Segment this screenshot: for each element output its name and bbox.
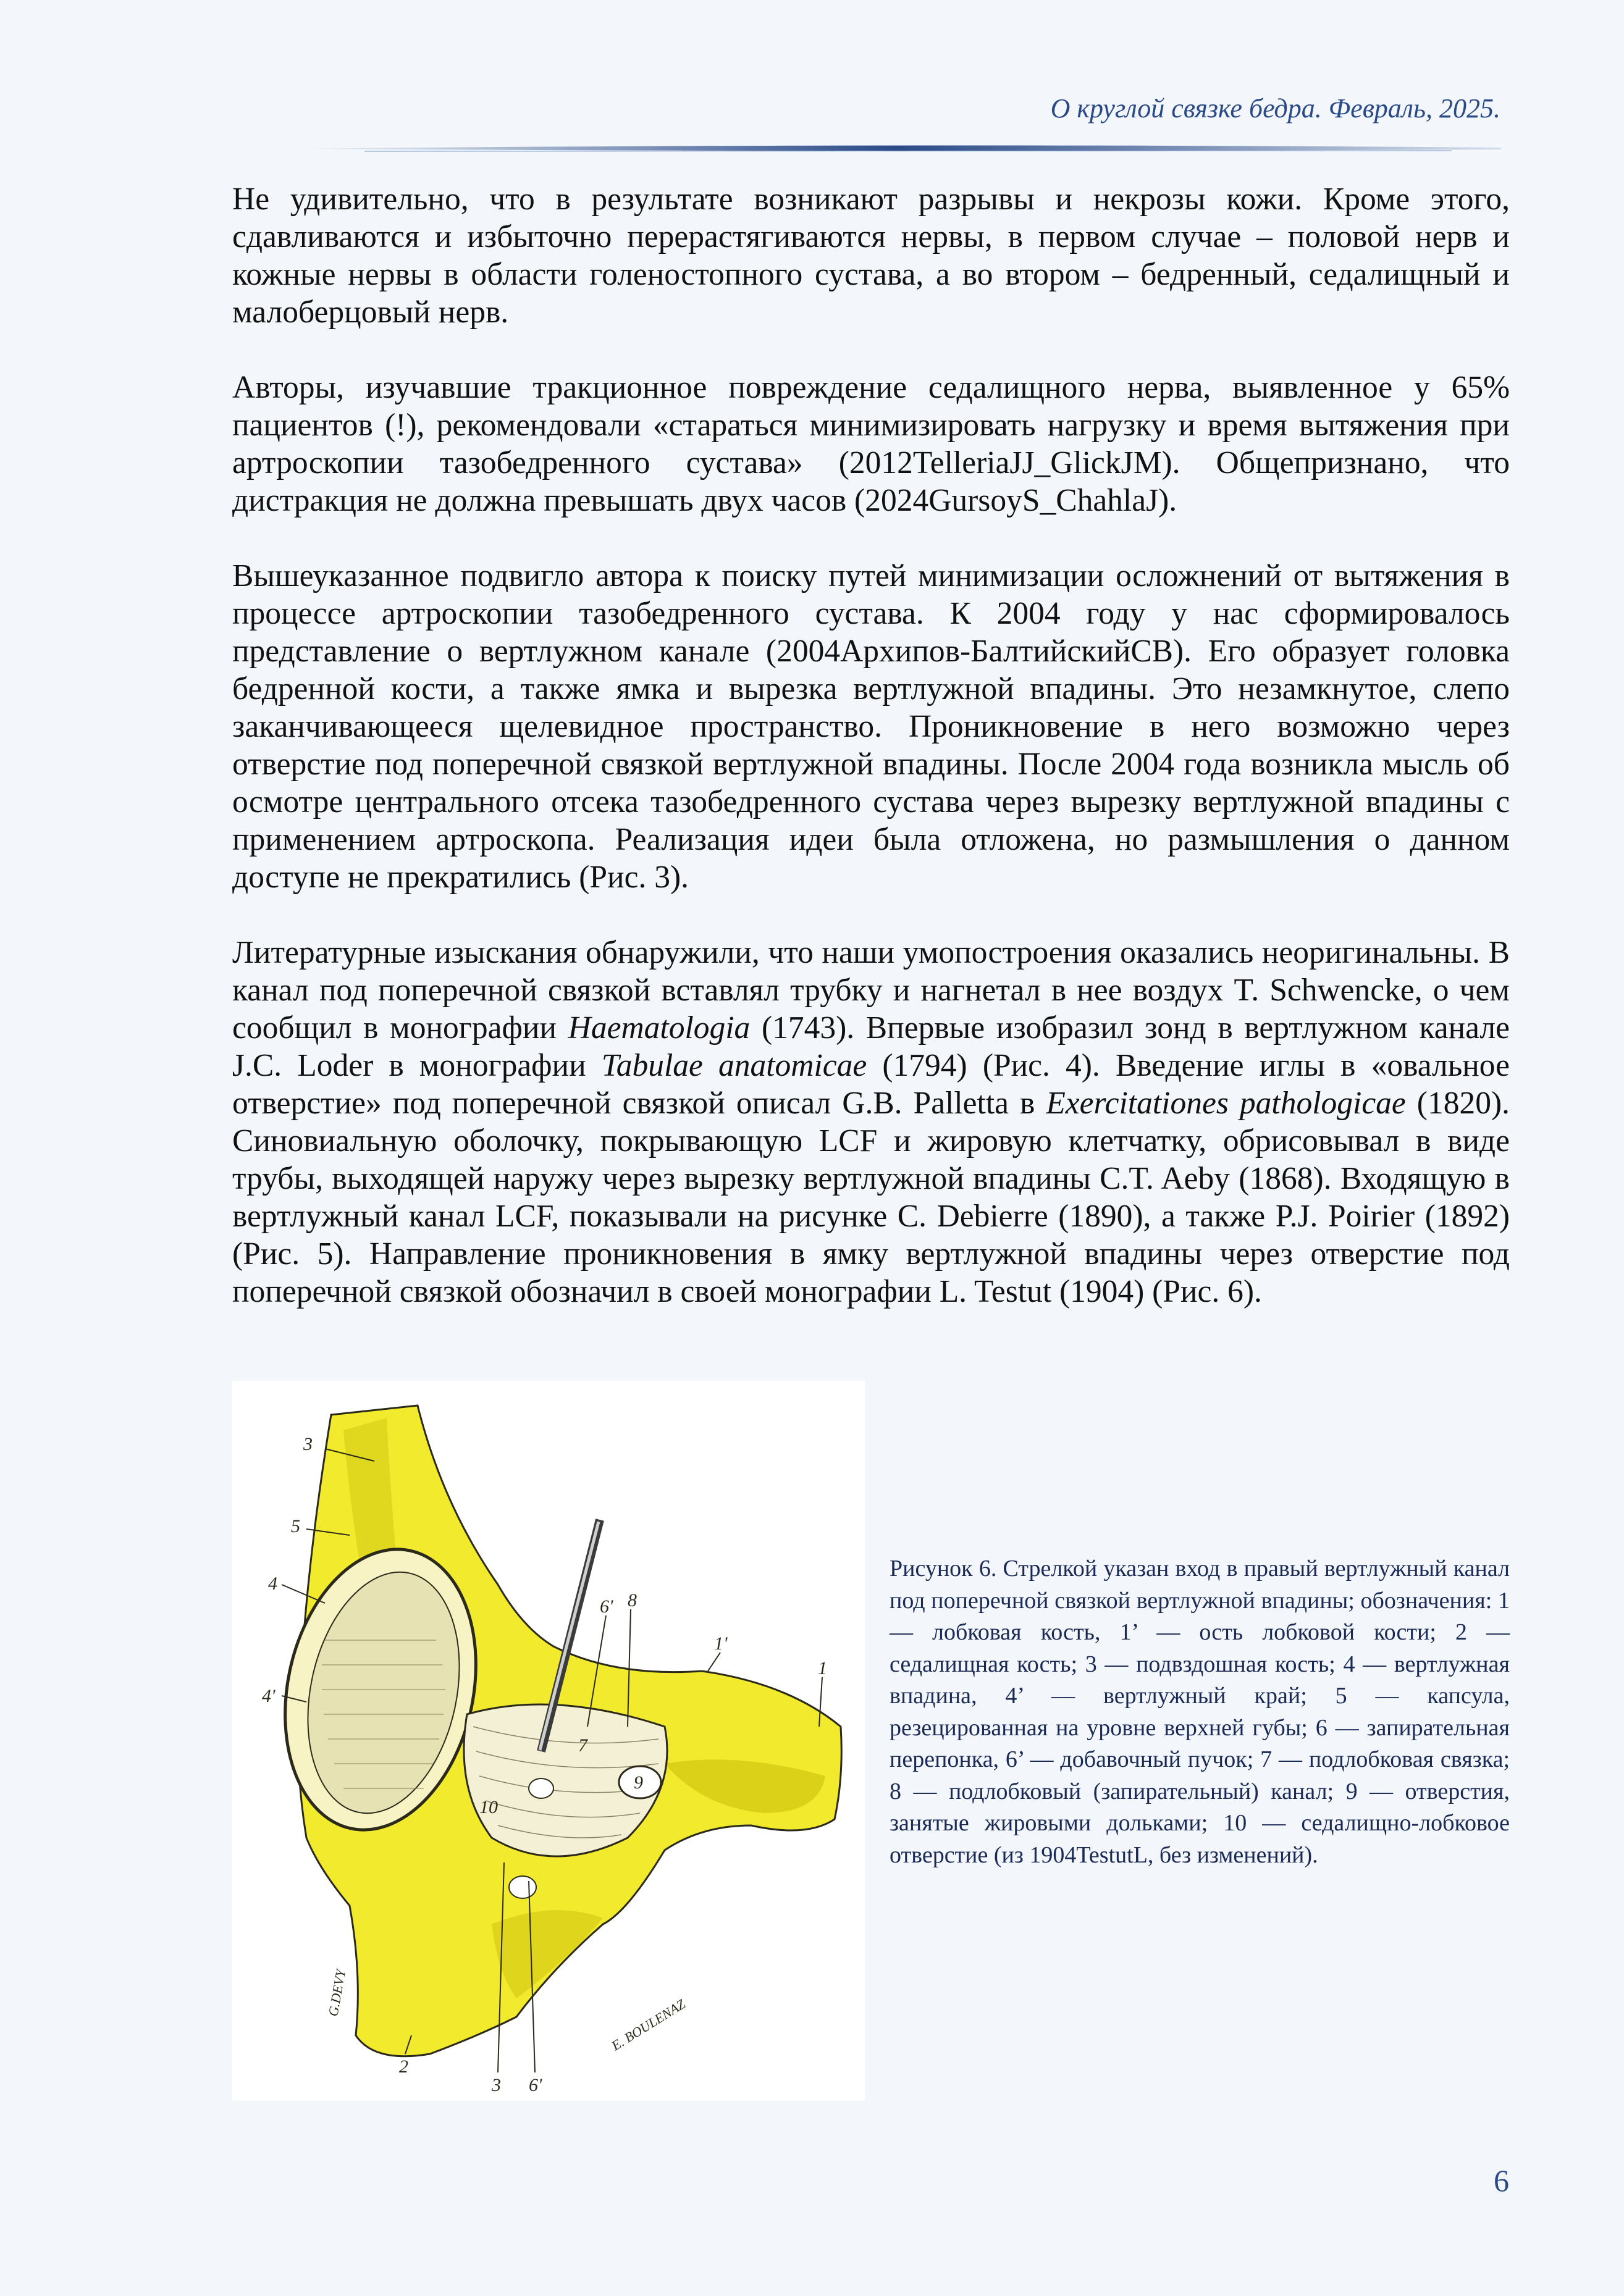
label-6-prime: 6' (600, 1596, 613, 1617)
main-text (232, 180, 1510, 1310)
label-9: 9 (634, 1772, 643, 1793)
p4-italic-title-3: Exercitationes pathologicae (1046, 1086, 1406, 1121)
page-number: 6 (1494, 2163, 1509, 2198)
figure-6-illustration (232, 1381, 865, 2101)
p4-text-1: Литературные изыскания обнаружили, что наши умопостроения оказались неоригинальны. В канал под поперечной связкой вставлял трубку и нагнетал в нее воздух T. Schwencke, о чем сообщил в монографии (232, 935, 1510, 1045)
p4-text-4: (1820). Синовиальную оболочку, покрывающую LCF и жировую клетчатку, обрисовывал в виде трубы, выходящей наружу через вырезку вертлужной впадины C.T. Aeby (1868). Входящую в вертлужный канал LCF, показывали на рисунке C. Debierre (1890), а также P.J. Poirier (1892) (Рис. 5). Направление проникновения в ямку вертлужной впадины через отверстие под поперечной связкой обозначил в своей монографии L. Testut (1904) (Рис. 6). (232, 1086, 1510, 1309)
p4-text-3: (1794) (Рис. 4). Введение иглы в «овальное отверстие» под поперечной связкой описал G.B. Palletta в (232, 1048, 1510, 1121)
paragraph-1: Не удивительно, что в результате возникают разрывы и некрозы кожи. Кроме этого, сдавливаются и избыточно перерастягиваются нервы, в первом случае – половой нерв и кожные нервы в области голеностопного сустава, а во втором – бедренный, седалищный и малоберцовый нерв. (232, 182, 1510, 330)
label-3: 3 (303, 1434, 313, 1454)
paragraph-2: Авторы, изучавшие тракционное повреждение седалищного нерва, выявленное у 65% пациентов (!), рекомендовали «стараться минимизировать нагрузку и время вытяжения при артроскопии тазобедренного сустава» (2012TelleriaJJ_GlickJM). Общепризнано, что дистракция не должна превышать двух часов (2024GursoyS_ChahlaJ). (232, 370, 1510, 518)
label-10: 10 (479, 1797, 498, 1817)
p4-italic-title-1: Haematologia (568, 1010, 751, 1045)
paragraph-4 (232, 934, 1510, 1310)
label-6-prime-bottom: 6' (529, 2075, 542, 2095)
label-5: 5 (291, 1516, 300, 1536)
illustrator-signature: G.DEVY (325, 1968, 349, 2017)
header-divider (290, 144, 1501, 154)
pelvis-illustration (232, 1381, 865, 2101)
label-1-prime: 1' (714, 1633, 728, 1654)
figure-caption: Рисунок 6. Стрелкой указан вход в правый вертлужный канал под поперечной связкой вертлужной впадины; обозначения: 1 — лобковая кость, 1’ — ость лобковой кости; 2 — седалищная кость; 3 — подвздошная кость; 4 — вертлужная впадина, 4’ — вертлужный край; 5 — капсула, резецированная на уровне верхней губы; 6 — запирательная перепонка, 6’ — добавочный пучок; 7 — подлобковая связка; 8 — подлобковый (запирательный) канал; 9 — отверстия, занятые жировыми дольками; 10 — седалищно-лобковое отверстие (из 1904TestutL, без изменений). (890, 1556, 1510, 1868)
label-7: 7 (578, 1735, 587, 1756)
label-4-prime: 4' (262, 1686, 276, 1706)
label-4: 4 (268, 1573, 277, 1594)
p4-italic-title-2: Tabulae anatomicae (601, 1048, 867, 1083)
label-8: 8 (628, 1590, 637, 1611)
running-header: О круглой связке бедра. Февраль, 2025. (1050, 93, 1500, 124)
p4-text-2: (1743). Впервые изобразил зонд в вертлужном канале J.C. Loder в монографии (232, 1010, 1510, 1083)
engraver-signature: E. BOULENAZ (608, 1996, 688, 2054)
label-2: 2 (399, 2056, 408, 2077)
label-1: 1 (818, 1658, 827, 1678)
paragraph-3: Вышеуказанное подвигло автора к поиску путей минимизации осложнений от вытяжения в процессе артроскопии тазобедренного сустава. К 2004 году у нас сформировалось представление о вертлужном канале (2004Архипов-БалтийскийСВ). Его образует головка бедренной кости, а также ямка и вырезка вертлужной впадины. Это незамкнутое, слепо заканчивающееся щелевидное пространство. Проникновение в него возможно через отверстие под поперечной связкой вертлужной впадины. После 2004 года возникла мысль об осмотре центрального отсека тазобедренного сустава через вырезку вертлужной впадины с применением артроскопа. Реализация идеи была отложена, но размышления о данном доступе не прекратились (Рис. 3). (232, 558, 1510, 895)
label-3-bottom: 3 (492, 2075, 501, 2095)
